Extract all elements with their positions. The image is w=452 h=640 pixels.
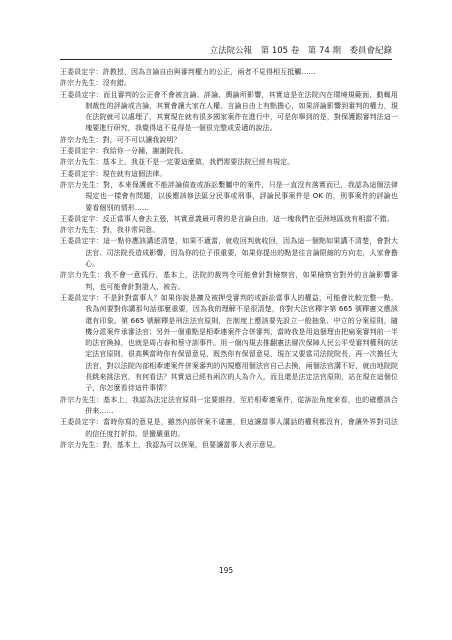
transcript-paragraph [60,146,398,157]
transcript-paragraph [60,180,398,214]
speaker-label: 許宗力先生： [60,79,103,88]
speaker-label: 王委員定宇： [60,237,104,246]
speech-text: 基本上，我認為法定法官原則一定要維持，至於相牽連案件，從訴訟角度來看，也的確應該合併來…… [85,395,398,415]
speech-text: 沒有錯。 [102,79,132,88]
speech-text: 基本上，我並不是一定要這麼做，我們需要法院已經有規定。 [102,158,295,167]
speaker-label: 王委員定宇： [60,293,104,302]
speech-text: 我給你一分鐘，謝謝院長。 [102,147,188,156]
transcript-paragraph [60,67,398,78]
header-divider [60,59,392,60]
transcript-paragraph [60,417,398,440]
transcript-paragraph [60,157,398,168]
speech-text: 許教授，因為言論自由與審判權力的公正，兩者不見得相互抵觸…… [102,68,316,76]
transcript-paragraph [60,270,398,293]
transcript-paragraph [60,90,398,135]
transcript-paragraph [60,214,398,225]
speech-text: 反正當事人會去主張，其實意義最可貴的是言論自由，這一塊我們在亞洲地區就有相當不錯。 [102,214,394,223]
speech-text: 而且審判的公正會不會被言論、評論、輿論所影響，其實這是在法院內在環境規範面，動輒用制裁性的評論或言論，其實會讓大家在人權、言論自由上有點擔心，如果評論影響到審判的權力，現在法院就可以處理了，其實現在就有很多國家案件在進行中，可是你舉到的是，對保護跟審判法這一塊要進行研究，我覺得這不見得是一個很完整或妥適的說法。 [85,90,398,133]
speaker-label: 王委員定宇： [60,90,104,99]
speech-text: 現在就有這個法律。 [102,169,167,178]
transcript-paragraph [60,78,398,89]
transcript-body [60,67,398,451]
speaker-label: 許宗力先生： [60,158,103,167]
transcript-paragraph [60,135,398,146]
speech-text: 對，可不可以讓我說明？ [102,135,181,144]
speech-text: 我不會一意孤行，基本上，法院的裁判令可能會針對檢察官，如果檢察官對外的言論影響審判，也可能會針對證人、被告。 [85,271,398,291]
transcript-paragraph [60,293,398,395]
speech-text: 對，我非常同意。 [102,226,160,235]
speech-text: 對，本來保護就不能評論偵查或訴訟繫屬中的案件，只是一直沒有落實而已，我認為這個法律規定也一樣會有問題，以後應該修法區分民事或刑事，評論民事案件是 OK 的，刑事案件的評論也要看個別的情形…… [85,180,398,212]
transcript-paragraph [60,395,398,418]
speaker-label: 王委員定宇： [60,68,103,76]
speaker-label: 王委員定宇： [60,214,103,223]
transcript-paragraph [60,236,398,270]
transcript-paragraph [60,169,398,180]
speaker-label: 許宗力先生： [60,226,103,235]
speech-text: 當時你寫的意見是，雖然內部併案不違憲，但這讓當事人講話的權利都沒有，會讓外界對司法的信任度打折扣，是蠻嚴重的。 [85,418,398,438]
speaker-label: 王委員定宇： [60,169,103,178]
speaker-label: 王委員定宇： [60,418,104,427]
speaker-label: 王委員定宇： [60,147,103,156]
speaker-label: 許宗力先生： [60,135,103,144]
speaker-label: 許宗力先生： [60,271,105,280]
page-number: 195 [218,566,234,575]
speech-text: 對，基本上，我認為可以併案，但要讓當事人表示意見。 [102,440,281,449]
speaker-label: 許宗力先生： [60,180,104,189]
speaker-label: 許宗力先生： [60,395,104,404]
speaker-label: 許宗力先生： [60,440,103,449]
speech-text: 這一點你應該講述清楚，如果不適當，就收回判就收回，因為這一個點如果講不清楚，會對大法官、司法院長造成影響，因為你的位子很重要，如果你提出的點是往言論限縮的方向走，人家會擔心。 [85,237,398,269]
transcript-paragraph [60,225,398,236]
transcript-paragraph [60,440,398,451]
page-header: 立法院公報 第 105 卷 第 74 期 委員會紀錄 [209,46,392,56]
speech-text: 不是針對當事人？如果你說是擴及被押受審判的或訴訟當事人的權益，可能會比較完整一點，我為何要對你講那句話那麼重要，因為我的理解不是很清楚，你對大法官釋字第 665 號釋憲文應該還有印象。第 665 號解釋是刑法法官原則，在制度上應該要先設立一般抽象、中立的分案原則，隨機分派案件承審法官；另外一個重點是相牽連案件合併審判，當時我是用這個理由把扁案審判前一半的法官換掉，也就是周占春和蔡守訓事件。用一個內規去推翻憲法層次保障人民公平受審判權利的法定法官原則，很高興當時你有保留意見，既然你有保留意見，現在又要當司法院院長，再一次擔任大法官，對以法院內部相牽連案件併案審判的內規應用個法官自己去換，兩個法官講不好，就由地院院長跳來挑法官，有何看法？其實這已經有兩次的人為介入，而且還是法定法官原則，站在現在這個位子，你怎麼看待這件事情？ [85,293,398,393]
